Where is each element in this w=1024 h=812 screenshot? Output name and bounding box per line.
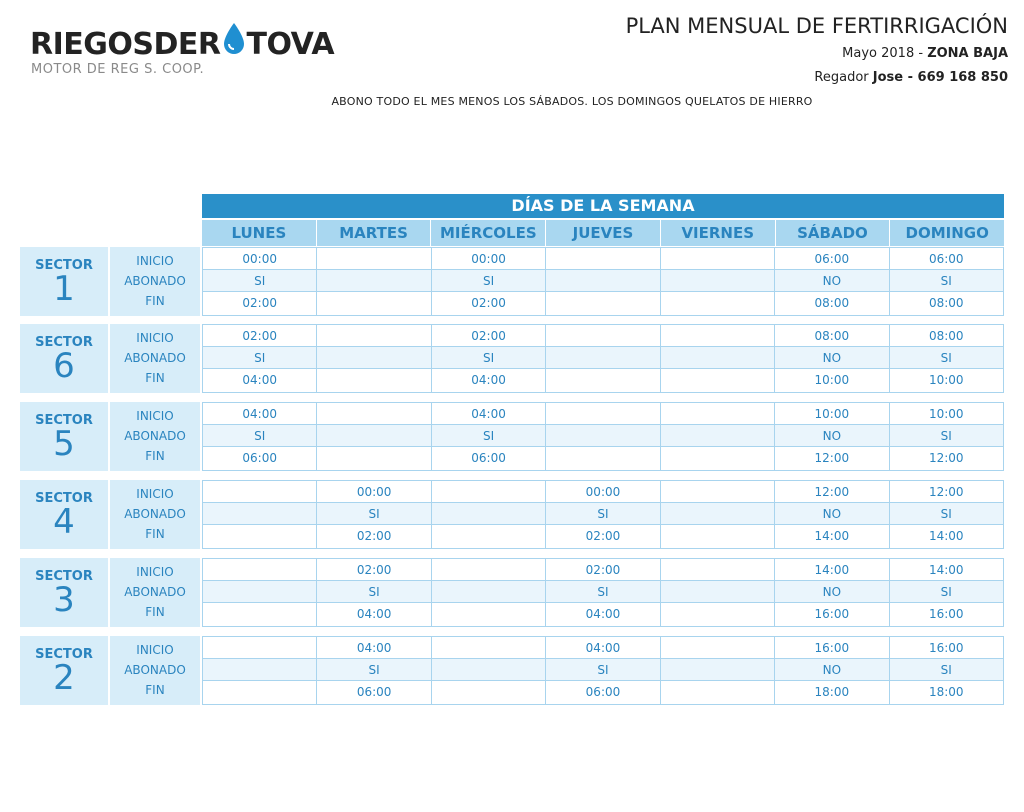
- schedule-cell: SI: [203, 425, 317, 446]
- schedule-cell: [432, 525, 546, 548]
- schedule-cell: 02:00: [317, 559, 431, 580]
- schedule-cell: [661, 369, 775, 392]
- row-label: ABONADO: [124, 429, 186, 443]
- schedule-cell: 12:00: [928, 485, 964, 499]
- schedule-cell: SI: [940, 429, 952, 443]
- schedule-cell: [203, 481, 317, 502]
- sector-word: SECTOR: [35, 647, 93, 662]
- schedule-cell: 16:00: [775, 637, 889, 658]
- schedule-cell: [203, 559, 317, 580]
- table-row: [203, 425, 1003, 447]
- schedule-cell: 08:00: [928, 296, 964, 310]
- row-labels: [110, 636, 200, 705]
- schedule-cell: SI: [317, 659, 431, 680]
- sector-word: SECTOR: [35, 491, 93, 506]
- schedule-cell: 14:00: [928, 529, 964, 543]
- schedule-grid: [202, 636, 1004, 705]
- schedule-cell: 08:00: [775, 325, 889, 346]
- row-label: FIN: [145, 683, 165, 697]
- schedule-cell: SI: [940, 351, 952, 365]
- sector-label: [20, 480, 108, 549]
- schedule-cell: 04:00: [432, 369, 546, 392]
- schedule-cell: 18:00: [775, 681, 889, 704]
- sector-number: 3: [53, 580, 75, 620]
- schedule-cell: 12:00: [775, 447, 889, 470]
- schedule-cell: [546, 447, 660, 470]
- sector-word: SECTOR: [35, 258, 93, 273]
- schedule-cell: 02:00: [546, 559, 660, 580]
- schedule-cell: NO: [775, 659, 889, 680]
- schedule-cell: [661, 681, 775, 704]
- logo-wordmark: [30, 26, 334, 64]
- table-row: [203, 270, 1003, 292]
- schedule-cell: 04:00: [317, 603, 431, 626]
- table-row: [203, 447, 1003, 470]
- schedule-cell: [546, 292, 660, 315]
- schedule-cell: 02:00: [203, 325, 317, 346]
- row-label: ABONADO: [124, 663, 186, 677]
- schedule-cell: 04:00: [432, 403, 546, 424]
- schedule-cell: SI: [940, 585, 952, 599]
- schedule-cell: [546, 425, 660, 446]
- row-label: ABONADO: [124, 274, 186, 288]
- water-drop-icon: [222, 22, 246, 56]
- schedule-cell: [546, 248, 660, 269]
- schedule-cell: [203, 525, 317, 548]
- schedule-cell: SI: [432, 425, 546, 446]
- schedule-cell: [317, 447, 431, 470]
- schedule-grid: [202, 480, 1004, 549]
- schedule-cell: [203, 603, 317, 626]
- schedule-cell: 04:00: [317, 637, 431, 658]
- days-header: DÍAS DE LA SEMANA: [202, 194, 1004, 218]
- day-header-cell: MARTES: [317, 220, 431, 246]
- regador-name: Jose - 669 168 850: [872, 70, 1008, 85]
- schedule-cell: [661, 659, 775, 680]
- schedule-grid: [202, 402, 1004, 471]
- schedule-cell: [203, 581, 317, 602]
- table-row: [203, 603, 1003, 626]
- sector-block: [20, 636, 1004, 705]
- schedule-cell: [661, 248, 775, 269]
- schedule-cell: SI: [546, 659, 660, 680]
- schedule-cell: [317, 403, 431, 424]
- schedule-cell: 16:00: [775, 603, 889, 626]
- row-label: FIN: [145, 449, 165, 463]
- row-labels: [110, 247, 200, 316]
- schedule-grid: [202, 247, 1004, 316]
- schedule-cell: 06:00: [775, 248, 889, 269]
- schedule-cell: 02:00: [432, 292, 546, 315]
- schedule-cell: [432, 559, 546, 580]
- row-labels: [110, 558, 200, 627]
- table-row: [203, 503, 1003, 525]
- schedule-cell: 00:00: [317, 481, 431, 502]
- schedule-cell: 04:00: [203, 369, 317, 392]
- schedule-cell: [661, 292, 775, 315]
- row-label: ABONADO: [124, 585, 186, 599]
- schedule-cell: [432, 637, 546, 658]
- sector-block: [20, 402, 1004, 471]
- schedule-cell: SI: [546, 581, 660, 602]
- schedule-cell: 12:00: [775, 481, 889, 502]
- day-header-cell: LUNES: [202, 220, 316, 246]
- row-label: FIN: [145, 294, 165, 308]
- table-row: [203, 637, 1003, 659]
- schedule-cell: [661, 637, 775, 658]
- day-header-cell: MIÉRCOLES: [431, 220, 545, 246]
- schedule-cell: SI: [940, 274, 952, 288]
- schedule-cell: [432, 503, 546, 524]
- schedule-cell: [661, 403, 775, 424]
- table-row: [203, 403, 1003, 425]
- schedule-cell: 10:00: [775, 403, 889, 424]
- schedule-grid: [202, 324, 1004, 393]
- row-label: INICIO: [136, 487, 174, 501]
- schedule-cell: [546, 325, 660, 346]
- month-zone: [842, 46, 1008, 61]
- schedule-cell: [546, 403, 660, 424]
- schedule-cell: [203, 637, 317, 658]
- schedule-cell: [317, 325, 431, 346]
- sector-block: [20, 480, 1004, 549]
- schedule-grid: [202, 558, 1004, 627]
- schedule-cell: 02:00: [203, 292, 317, 315]
- schedule-cell: [546, 369, 660, 392]
- schedule-cell: SI: [317, 581, 431, 602]
- schedule-cell: SI: [940, 507, 952, 521]
- row-label: FIN: [145, 605, 165, 619]
- zone-text: ZONA BAJA: [927, 46, 1008, 61]
- schedule-cell: 04:00: [203, 403, 317, 424]
- sector-word: SECTOR: [35, 569, 93, 584]
- row-label: FIN: [145, 371, 165, 385]
- logo-text-part1: RIEGOSDER: [30, 27, 221, 62]
- schedule-cell: [546, 270, 660, 291]
- row-label: INICIO: [136, 254, 174, 268]
- schedule-cell: 12:00: [928, 451, 964, 465]
- schedule-cell: [317, 425, 431, 446]
- schedule-cell: 10:00: [775, 369, 889, 392]
- logo-text-part2: TOVA: [246, 27, 335, 62]
- day-header-cell: JUEVES: [546, 220, 660, 246]
- sector-word: SECTOR: [35, 413, 93, 428]
- schedule-cell: 02:00: [546, 525, 660, 548]
- sector-number: 2: [53, 658, 75, 698]
- sector-number: 5: [53, 424, 75, 464]
- schedule-cell: [432, 581, 546, 602]
- row-label: INICIO: [136, 643, 174, 657]
- sector-number: 6: [53, 346, 75, 386]
- table-row: [203, 525, 1003, 548]
- schedule-cell: [317, 248, 431, 269]
- table-row: [203, 481, 1003, 503]
- schedule-cell: [432, 659, 546, 680]
- schedule-cell: NO: [775, 270, 889, 291]
- row-labels: [110, 402, 200, 471]
- sector-label: [20, 636, 108, 705]
- schedule-cell: NO: [775, 581, 889, 602]
- logo-subtitle: MOTOR DE REG S. COOP.: [31, 62, 205, 77]
- company-logo: [30, 26, 360, 82]
- schedule-cell: [661, 581, 775, 602]
- schedule-cell: 04:00: [546, 637, 660, 658]
- table-row: [203, 681, 1003, 704]
- schedule-cell: SI: [432, 270, 546, 291]
- schedule-cell: SI: [940, 663, 952, 677]
- schedule-cell: [661, 270, 775, 291]
- table-row: [203, 292, 1003, 315]
- schedule-cell: 08:00: [775, 292, 889, 315]
- regador-info: [814, 70, 1008, 85]
- day-header-cell: VIERNES: [661, 220, 775, 246]
- schedule-cell: [317, 270, 431, 291]
- schedule-cell: 14:00: [775, 525, 889, 548]
- schedule-cell: 16:00: [928, 607, 964, 621]
- schedule-cell: [661, 347, 775, 368]
- schedule-cell: [203, 681, 317, 704]
- schedule-cell: 06:00: [203, 447, 317, 470]
- row-label: ABONADO: [124, 507, 186, 521]
- schedule-cell: [432, 603, 546, 626]
- schedule-cell: [661, 525, 775, 548]
- schedule-cell: 00:00: [432, 248, 546, 269]
- schedule-cell: [661, 603, 775, 626]
- table-row: [203, 659, 1003, 681]
- day-header-row: [202, 220, 1004, 246]
- schedule-cell: NO: [775, 425, 889, 446]
- sector-number: 1: [53, 269, 75, 309]
- schedule-cell: 06:00: [546, 681, 660, 704]
- day-header-cell: SÁBADO: [776, 220, 890, 246]
- sector-label: [20, 402, 108, 471]
- schedule-cell: [661, 481, 775, 502]
- schedule-cell: [432, 681, 546, 704]
- schedule-cell: [661, 559, 775, 580]
- sector-block: [20, 558, 1004, 627]
- schedule-cell: 04:00: [546, 603, 660, 626]
- schedule-cell: [546, 347, 660, 368]
- schedule-cell: [203, 659, 317, 680]
- day-header-cell: DOMINGO: [890, 220, 1004, 246]
- sector-label: [20, 247, 108, 316]
- page-title: PLAN MENSUAL DE FERTIRRIGACIÓN: [625, 14, 1008, 38]
- schedule-cell: SI: [203, 347, 317, 368]
- row-label: INICIO: [136, 409, 174, 423]
- schedule-cell: SI: [203, 270, 317, 291]
- row-label: INICIO: [136, 331, 174, 345]
- sector-label: [20, 558, 108, 627]
- sector-label: [20, 324, 108, 393]
- schedule-cell: [317, 369, 431, 392]
- schedule-cell: [661, 447, 775, 470]
- table-row: [203, 581, 1003, 603]
- month-text: Mayo 2018 -: [842, 46, 924, 61]
- schedule-cell: 02:00: [317, 525, 431, 548]
- table-row: [203, 325, 1003, 347]
- row-label: ABONADO: [124, 351, 186, 365]
- row-labels: [110, 480, 200, 549]
- row-label: INICIO: [136, 565, 174, 579]
- schedule-cell: [432, 481, 546, 502]
- schedule-cell: SI: [546, 503, 660, 524]
- table-row: [203, 559, 1003, 581]
- table-row: [203, 369, 1003, 392]
- sector-block: [20, 247, 1004, 316]
- schedule-cell: 06:00: [928, 252, 964, 266]
- schedule-cell: 18:00: [928, 685, 964, 699]
- row-labels: [110, 324, 200, 393]
- schedule-cell: 00:00: [203, 248, 317, 269]
- schedule-cell: [317, 347, 431, 368]
- schedule-cell: 14:00: [928, 563, 964, 577]
- schedule-cell: 00:00: [546, 481, 660, 502]
- sector-number: 4: [53, 502, 75, 542]
- sector-block: [20, 324, 1004, 393]
- schedule-cell: NO: [775, 503, 889, 524]
- schedule-cell: [317, 292, 431, 315]
- schedule-cell: 14:00: [775, 559, 889, 580]
- sector-word: SECTOR: [35, 335, 93, 350]
- schedule-cell: 10:00: [928, 407, 964, 421]
- schedule-cell: 06:00: [432, 447, 546, 470]
- regador-label: Regador: [814, 70, 869, 85]
- schedule-cell: [661, 325, 775, 346]
- table-row: [203, 347, 1003, 369]
- schedule-note: ABONO TODO EL MES MENOS LOS SÁBADOS. LOS DOMINGOS QUELATOS DE HIERRO: [331, 95, 813, 108]
- schedule-cell: 08:00: [928, 329, 964, 343]
- schedule-cell: [661, 425, 775, 446]
- schedule-cell: 06:00: [317, 681, 431, 704]
- schedule-cell: [661, 503, 775, 524]
- schedule-cell: 10:00: [928, 373, 964, 387]
- schedule-cell: NO: [775, 347, 889, 368]
- schedule-cell: SI: [317, 503, 431, 524]
- schedule-cell: [203, 503, 317, 524]
- schedule-cell: 02:00: [432, 325, 546, 346]
- table-row: [203, 248, 1003, 270]
- schedule-cell: 16:00: [928, 641, 964, 655]
- row-label: FIN: [145, 527, 165, 541]
- schedule-cell: SI: [432, 347, 546, 368]
